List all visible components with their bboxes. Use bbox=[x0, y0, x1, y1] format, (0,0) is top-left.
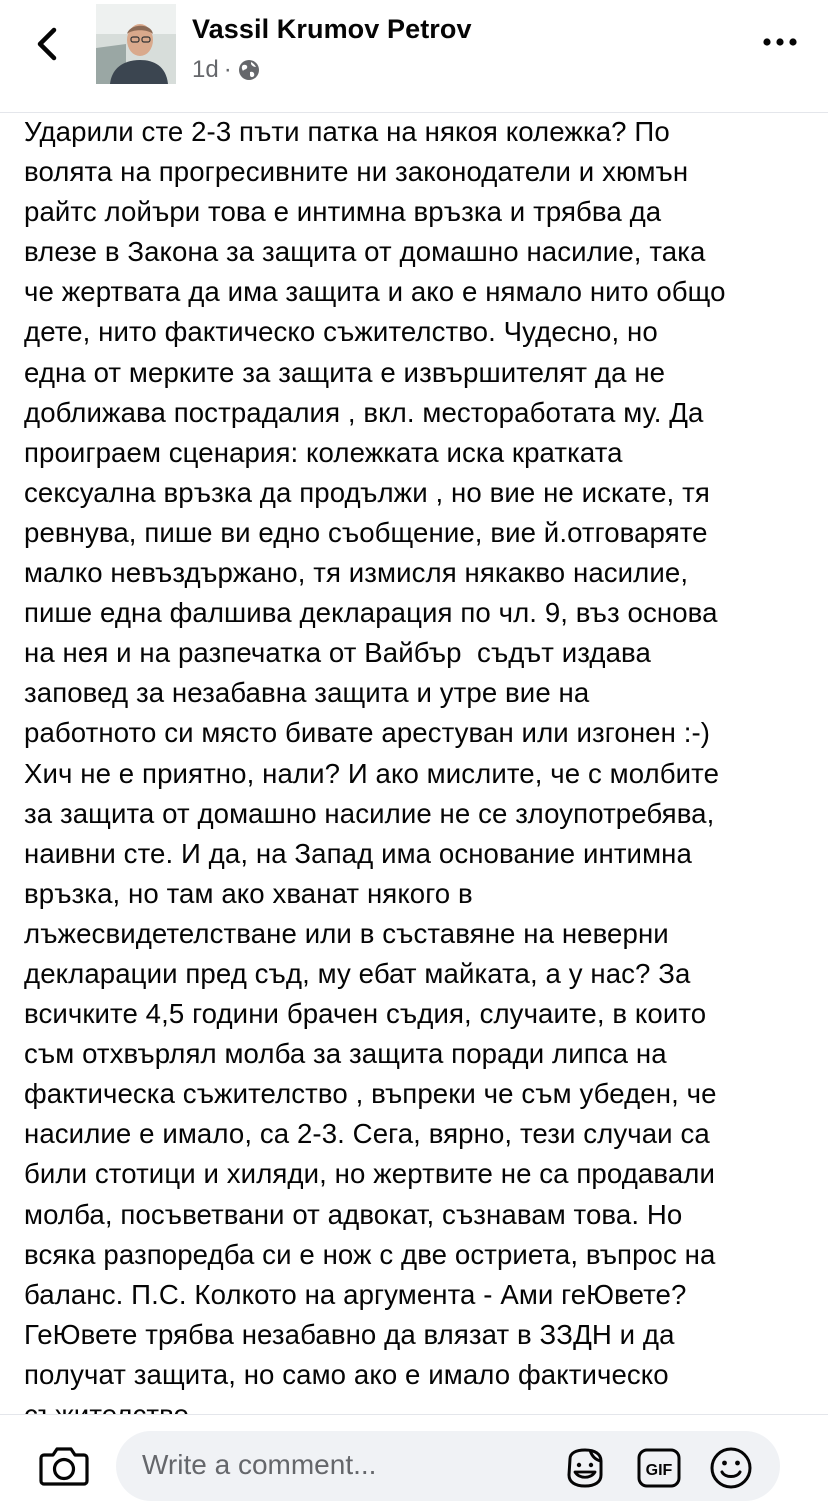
post-line: баланс. П.С. Колкото на аргумента - Ами геЮвете? bbox=[24, 1278, 687, 1310]
globe-icon bbox=[237, 58, 261, 82]
post-line: сексуална връзка да продължи , но вие не искате, тя bbox=[24, 476, 710, 508]
post-header bbox=[0, 0, 828, 112]
post-line: влезе в Закона за защита от домашно насилие, така bbox=[24, 236, 706, 268]
post-time[interactable]: 1d bbox=[192, 56, 219, 83]
post-line: волята на прогресивните ни законодатели и хюмън bbox=[24, 156, 689, 188]
gif-icon[interactable] bbox=[636, 1445, 682, 1491]
post-line: работното си място бивате арестуван или изгонен :-) bbox=[24, 717, 711, 749]
post-line: проиграем сценария: колежката иска кратката bbox=[24, 436, 623, 468]
post-line: ГеЮвете трябва незабавно да влязат в ЗЗДН и да bbox=[24, 1318, 675, 1350]
post-line: фактическа съжителство , въпреки че съм убеден, че bbox=[24, 1078, 717, 1110]
post-line: връзка, но там ако хванат някого в bbox=[24, 877, 473, 909]
post-line: доближава пострадалия , вкл. местоработата му. Да bbox=[24, 396, 704, 428]
post-line: съм отхвърлял молба за защита поради липса на bbox=[24, 1038, 667, 1070]
post-line: били стотици и хиляди, но жертвите не са продавали bbox=[24, 1158, 715, 1190]
avatar[interactable] bbox=[96, 4, 176, 84]
comment-bar bbox=[0, 1415, 828, 1490]
post-line: на нея и на разпечатка от Вайбър съдът издава bbox=[24, 637, 651, 669]
emoji-icon[interactable] bbox=[708, 1445, 754, 1491]
post-line: всичките 4,5 години брачен съдия, случаите, в които bbox=[24, 998, 707, 1030]
post-line: наивни сте. И да, на Запад има основание интимна bbox=[24, 837, 692, 869]
post-line: за защита от домашно насилие не се злоупотребява, bbox=[24, 797, 715, 829]
post-line: заповед за незабавна защита и утре вие на bbox=[24, 677, 590, 709]
post-line: че жертвата да има защита и ако е нямало нито общо bbox=[24, 276, 726, 308]
post-line: малко невъздържано, тя измисля някакво насилие, bbox=[24, 557, 689, 589]
post-line: Ударили сте 2-3 пъти патка на някоя колежка? По bbox=[24, 116, 670, 147]
post-line: получат защита, но само ако е имало фактическо bbox=[24, 1358, 669, 1390]
more-horizontal-icon[interactable] bbox=[760, 32, 800, 52]
post-line: молба, посъветвани от адвокат, съзнавам това. Но bbox=[24, 1198, 683, 1230]
post-line: Хич не е приятно, нали? И ако мислите, че с молбите bbox=[24, 757, 720, 789]
post-line: насилие е имало, са 2-3. Сега, вярно, тези случаи са bbox=[24, 1118, 710, 1150]
post-body bbox=[24, 112, 824, 1414]
post-line: дете, нито фактическо съжителство. Чудесно, но bbox=[24, 316, 658, 348]
gif-label: GIF bbox=[645, 1462, 673, 1479]
post-line: лъжесвидетелстване или в съставяне на неверни bbox=[24, 917, 669, 949]
author-name[interactable]: Vassil Krumov Petrov bbox=[192, 14, 472, 44]
camera-icon[interactable] bbox=[38, 1443, 90, 1487]
post-line: райтс лойъри това е интимна връзка и трябва да bbox=[24, 196, 662, 228]
chevron-left-icon[interactable] bbox=[28, 22, 68, 66]
post-meta bbox=[192, 56, 261, 84]
post-line: пише една фалшива декларация по чл. 9, въз основа bbox=[24, 597, 718, 629]
meta-separator: · bbox=[223, 56, 232, 83]
post-line: една от мерките за защита е извършителят да не bbox=[24, 356, 666, 388]
post-line: всяка разпоредба си е нож с две остриета, въпрос на bbox=[24, 1238, 716, 1270]
comment-input[interactable] bbox=[116, 1431, 780, 1501]
post-line: декларации пред съд, му ебат майката, а у нас? За bbox=[24, 957, 691, 989]
post-line: ревнува, пише ви едно съобщение, вие й.отговаряте bbox=[24, 516, 708, 548]
comment-placeholder: Write a comment... bbox=[142, 1449, 377, 1480]
post-text bbox=[24, 112, 824, 1435]
sticker-icon[interactable] bbox=[562, 1445, 608, 1491]
